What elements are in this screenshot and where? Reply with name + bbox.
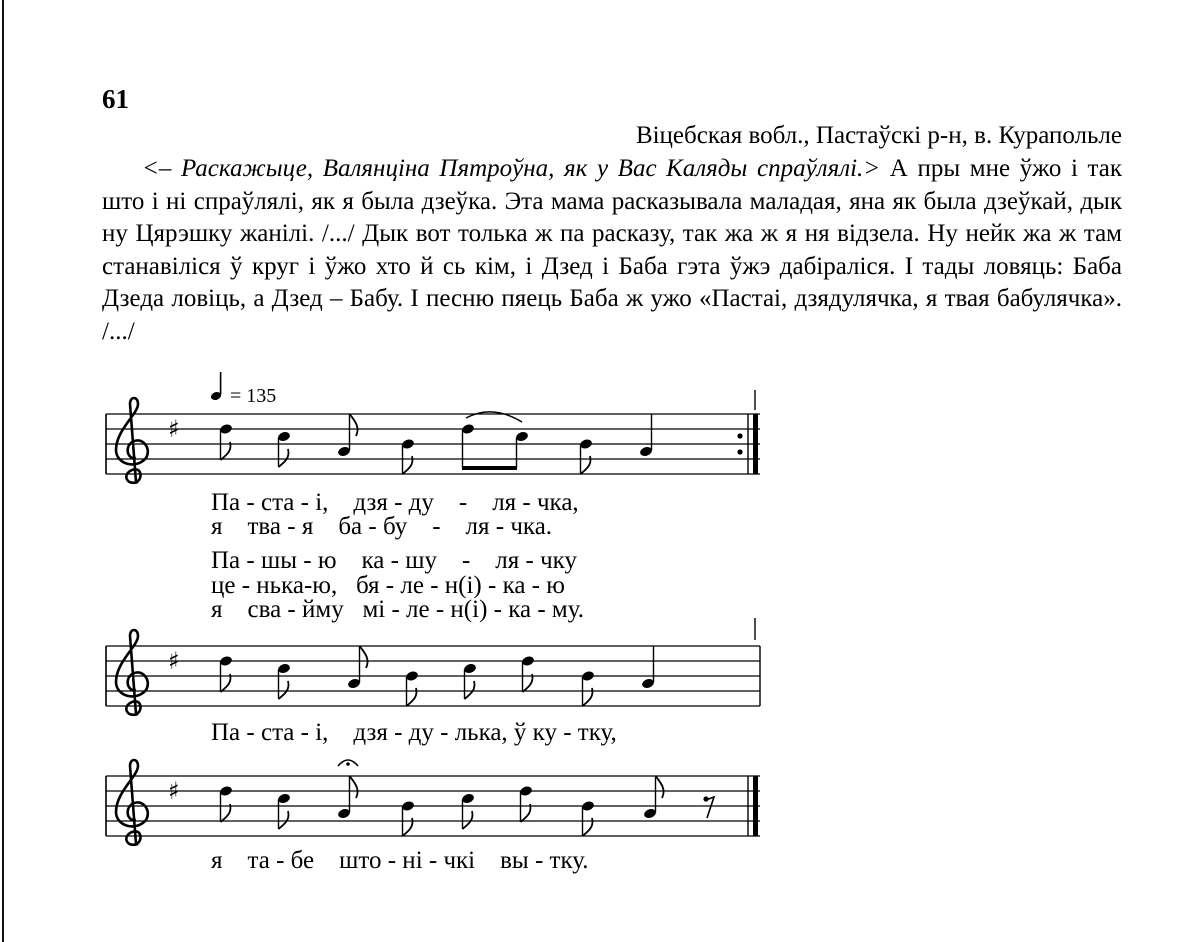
sharp-sign-icon: ♯ [168, 415, 180, 443]
tempo-mark [210, 372, 276, 407]
staff-2 [106, 618, 760, 715]
tempo-value: = 135 [230, 385, 277, 407]
staff-1-notes [219, 412, 653, 474]
music-score [0, 370, 1184, 880]
lyric-line: Па - ста - і, дзя - ду - ля - чка, [211, 489, 579, 516]
lyric-line: Па - ста - і, дзя - ду - лька, ў ку - тку, [211, 719, 617, 746]
staff-1 [106, 390, 760, 483]
lyric-line: Па - шы - ю ка - шу - ля - чку [211, 547, 577, 574]
staff-3-notes [219, 760, 714, 836]
song-number: 61 [102, 84, 129, 114]
eighth-rest-icon [703, 796, 714, 818]
sharp-sign-icon: ♯ [168, 647, 180, 675]
interviewer-question: <– Раскажыце, Валянціна Пятроўна, як у Вас Каляды спраўлялі.> [142, 155, 881, 182]
treble-clef-icon [116, 630, 148, 715]
lyric-line: я сва - йму мі - ле - н(і) - ка - му. [211, 596, 584, 623]
treble-clef-icon [116, 398, 148, 483]
lyric-line: я тва - я ба - бу - ля - чка. [211, 513, 553, 540]
lyric-line: я та - бе што - ні - чкі вы - тку. [211, 847, 589, 874]
informant-answer: А пры мне ўжо і так што і ні спраўлялі, як я была дзеўка. Эта мама расказывала маладая, яна як была дзеўкай, дык ну Цярэшку жанілі. /.../ Дык вот толька ж па расказу, так жа ж я ня відзела. Ну нейк жа ж там станавіліся ў круг і ўжо хто й сь кім, і Дзед і Баба гэта ўжэ дабіраліся. І тады ловяць: Баба Дзеда ловіць, а Дзед – Бабу. І песню пяець Баба ж ужо «Пастаі, дзядулячка, я твая бабулячка». /.../ [102, 155, 1122, 345]
treble-clef-icon [116, 760, 148, 845]
lyric-line: це - нька-ю, бя - ле - н(і) - ка - ю [211, 572, 565, 599]
intro-paragraph [102, 153, 1122, 349]
staff-3 [106, 760, 760, 845]
sharp-sign-icon: ♯ [168, 777, 180, 805]
recording-location: Віцебская вобл., Пастаўскі р-н, в. Курапольле [635, 122, 1122, 149]
